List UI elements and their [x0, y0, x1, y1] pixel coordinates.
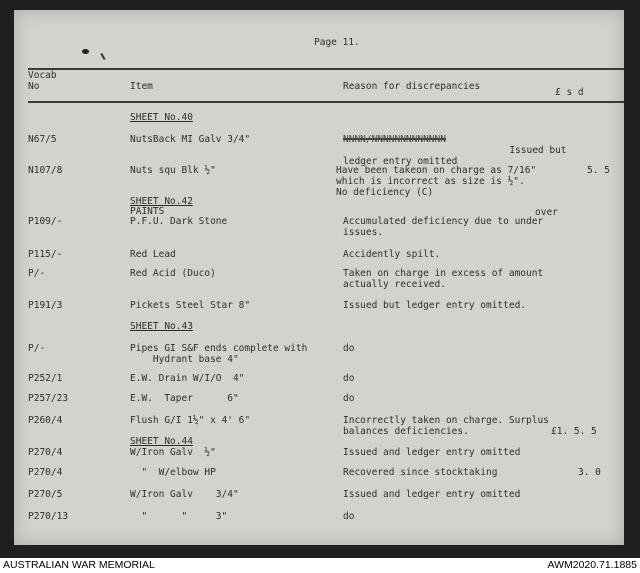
archive-footer: [0, 558, 640, 573]
vocab-number: P270/13: [28, 511, 69, 522]
item-description: NutsBack MI Galv 3/4": [130, 134, 251, 145]
reason-text: Taken on charge in excess of amount actually received.: [343, 268, 544, 290]
section-heading: SHEET No.42: [130, 196, 193, 207]
reason-text: Have been takeon on charge as 7/16" which is incorrect as size is ½". No deficiency (C): [336, 165, 537, 198]
amount-value: 3. 0: [578, 467, 601, 478]
vocab-number: P/-: [28, 343, 46, 354]
header-bottom-rule: [28, 101, 624, 103]
header-reason: Reason for discrepancies: [343, 81, 481, 92]
subsection-heading: PAINTS: [130, 206, 165, 217]
reason-text: do: [343, 373, 355, 384]
vocab-number: P270/4: [28, 447, 63, 458]
document-sheet: [14, 10, 624, 545]
ink-mark: [100, 53, 105, 60]
reason-correction: over: [535, 207, 558, 218]
vocab-number: P257/23: [28, 393, 69, 404]
vocab-number: P115/-: [28, 249, 63, 260]
reason-text: Accumulated deficiency due to under issues.: [343, 216, 544, 238]
vocab-number: N107/8: [28, 165, 63, 176]
item-description: Pickets Steel Star 8": [130, 300, 251, 311]
header-no: No: [28, 81, 40, 92]
reason-text: do: [343, 511, 355, 522]
section-heading: SHEET No.40: [130, 112, 193, 123]
item-description: Red Lead: [130, 249, 176, 260]
vocab-number: P260/4: [28, 415, 63, 426]
vocab-number: P/-: [28, 268, 46, 279]
item-description: " W/elbow HP: [130, 467, 216, 478]
reason-text: Issued and ledger entry omitted: [343, 447, 521, 458]
header-lsd: £ s d: [555, 87, 584, 98]
vocab-number: P252/1: [28, 373, 63, 384]
item-description: " " 3": [130, 511, 228, 522]
item-description: W/Iron Galv 3/4": [130, 489, 239, 500]
footer-accession-number: AWM2020.71.1885: [547, 559, 637, 571]
item-description: E.W. Taper 6": [130, 393, 239, 404]
reason-text: do: [343, 393, 355, 404]
vocab-number: P270/4: [28, 467, 63, 478]
struck-text: NNNN/NNNNNNNNNNNNN: [343, 134, 446, 145]
section-heading: SHEET No.44: [130, 436, 193, 447]
section-heading: SHEET No.43: [130, 321, 193, 332]
item-description: Pipes GI S&F ends complete with Hydrant base 4": [130, 343, 308, 365]
item-description: Nuts squ Blk ½": [130, 165, 216, 176]
reason-text: Incorrectly taken on charge. Surplus balances deficiencies.: [343, 415, 549, 437]
item-description: Red Acid (Duco): [130, 268, 216, 279]
reason-text: Issued and ledger entry omitted: [343, 489, 521, 500]
page-title: Page 11.: [314, 37, 360, 48]
ink-blot: [82, 49, 89, 54]
item-description: Flush G/I 1½" x 4' 6": [130, 415, 251, 426]
vocab-number: P191/3: [28, 300, 63, 311]
header-item: Item: [130, 81, 153, 92]
vocab-number: N67/5: [28, 134, 57, 145]
amount-value: £1. 5. 5: [551, 426, 597, 437]
reason-text: do: [343, 343, 355, 354]
vocab-number: P270/5: [28, 489, 63, 500]
item-description: W/Iron Galv ½": [130, 447, 216, 458]
header-vocab: Vocab: [28, 70, 57, 81]
reason-text: Issued but ledger entry omitted.: [343, 300, 527, 311]
reason-text: Issued but ledger entry omitted: [343, 145, 567, 167]
vocab-number: P109/-: [28, 216, 63, 227]
item-description: E.W. Drain W/I/O 4": [130, 373, 245, 384]
reason-text: Accidently spilt.: [343, 249, 441, 260]
header-top-rule: [28, 68, 624, 70]
item-description: P.F.U. Dark Stone: [130, 216, 228, 227]
reason-text: Recovered since stocktaking: [343, 467, 498, 478]
footer-institution: AUSTRALIAN WAR MEMORIAL: [3, 559, 155, 571]
amount-value: 5. 5: [587, 165, 610, 176]
